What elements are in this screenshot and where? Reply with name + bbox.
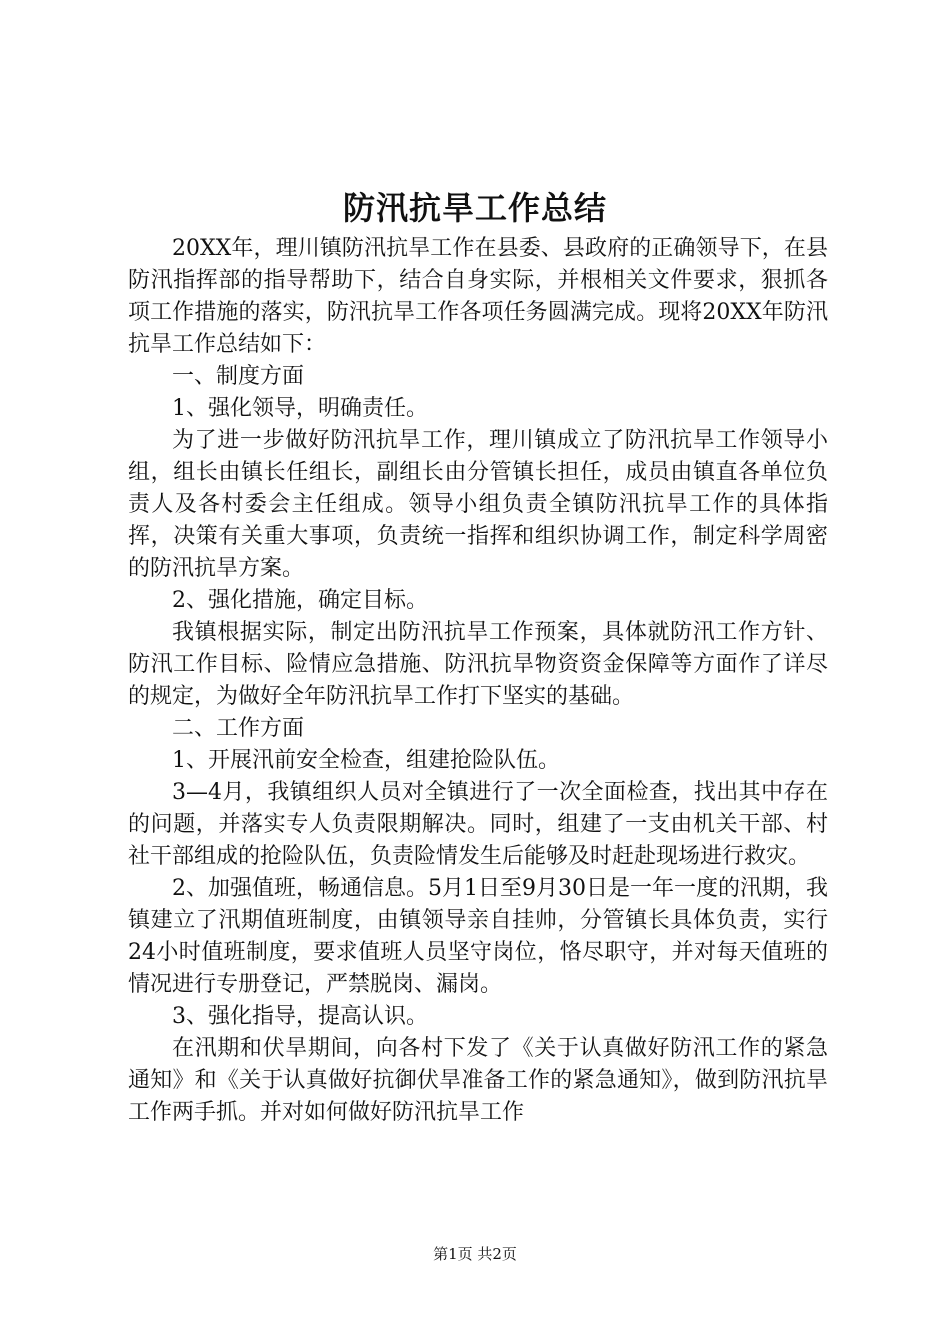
paragraph-duty: 2、加强值班，畅通信息。5月1日至9月30日是一年一度的汛期，我镇建立了汛期值班制度，由镇领导亲自挂帅，分管镇长具体负责，实行24小时值班制度，要求值班人员坚守岗位，恪尽职守，并对每天值班的情况进行专册登记，严禁脱岗、漏岗。 xyxy=(128,876,828,997)
document-title: 防汛抗旱工作总结 xyxy=(342,189,607,227)
subheading-measures: 2、强化措施，确定目标。 xyxy=(172,588,428,613)
document-body xyxy=(128,233,828,1129)
section-heading-system: 一、制度方面 xyxy=(172,364,305,389)
subheading-leadership: 1、强化领导，明确责任。 xyxy=(172,396,428,421)
page-indicator: 第1页 共2页 xyxy=(433,1245,517,1263)
subheading-inspection: 1、开展汛前安全检查，组建抢险队伍。 xyxy=(172,748,560,773)
section-heading-work: 二、工作方面 xyxy=(172,716,305,741)
paragraph-inspection: 3—4月，我镇组织人员对全镇进行了一次全面检查，找出其中存在的问题，并落实专人负责限期解决。同时，组建了一支由机关干部、村社干部组成的抢险队伍，负责险情发生后能够及时赶赴现场进行救灾。 xyxy=(128,780,828,869)
subheading-guidance: 3、强化指导，提高认识。 xyxy=(172,1004,428,1029)
paragraph-intro: 20XX年，理川镇防汛抗旱工作在县委、县政府的正确领导下，在县防汛指挥部的指导帮助下，结合自身实际，并根相关文件要求，狠抓各项工作措施的落实，防汛抗旱工作各项任务圆满完成。现将20XX年防汛抗旱工作总结如下： xyxy=(128,236,828,357)
paragraph-guidance: 在汛期和伏旱期间，向各村下发了《关于认真做好防汛工作的紧急通知》和《关于认真做好抗御伏旱准备工作的紧急通知》，做到防汛抗旱工作两手抓。并对如何做好防汛抗旱工作 xyxy=(128,1036,828,1125)
paragraph-leadership: 为了进一步做好防汛抗旱工作，理川镇成立了防汛抗旱工作领导小组，组长由镇长任组长，副组长由分管镇长担任，成员由镇直各单位负责人及各村委会主任组成。领导小组负责全镇防汛抗旱工作的具体指挥，决策有关重大事项，负责统一指挥和组织协调工作，制定科学周密的防汛抗旱方案。 xyxy=(128,428,828,581)
paragraph-measures: 我镇根据实际，制定出防汛抗旱工作预案，具体就防汛工作方针、防汛工作目标、险情应急措施、防汛抗旱物资资金保障等方面作了详尽的规定，为做好全年防汛抗旱工作打下坚实的基础。 xyxy=(128,620,828,709)
